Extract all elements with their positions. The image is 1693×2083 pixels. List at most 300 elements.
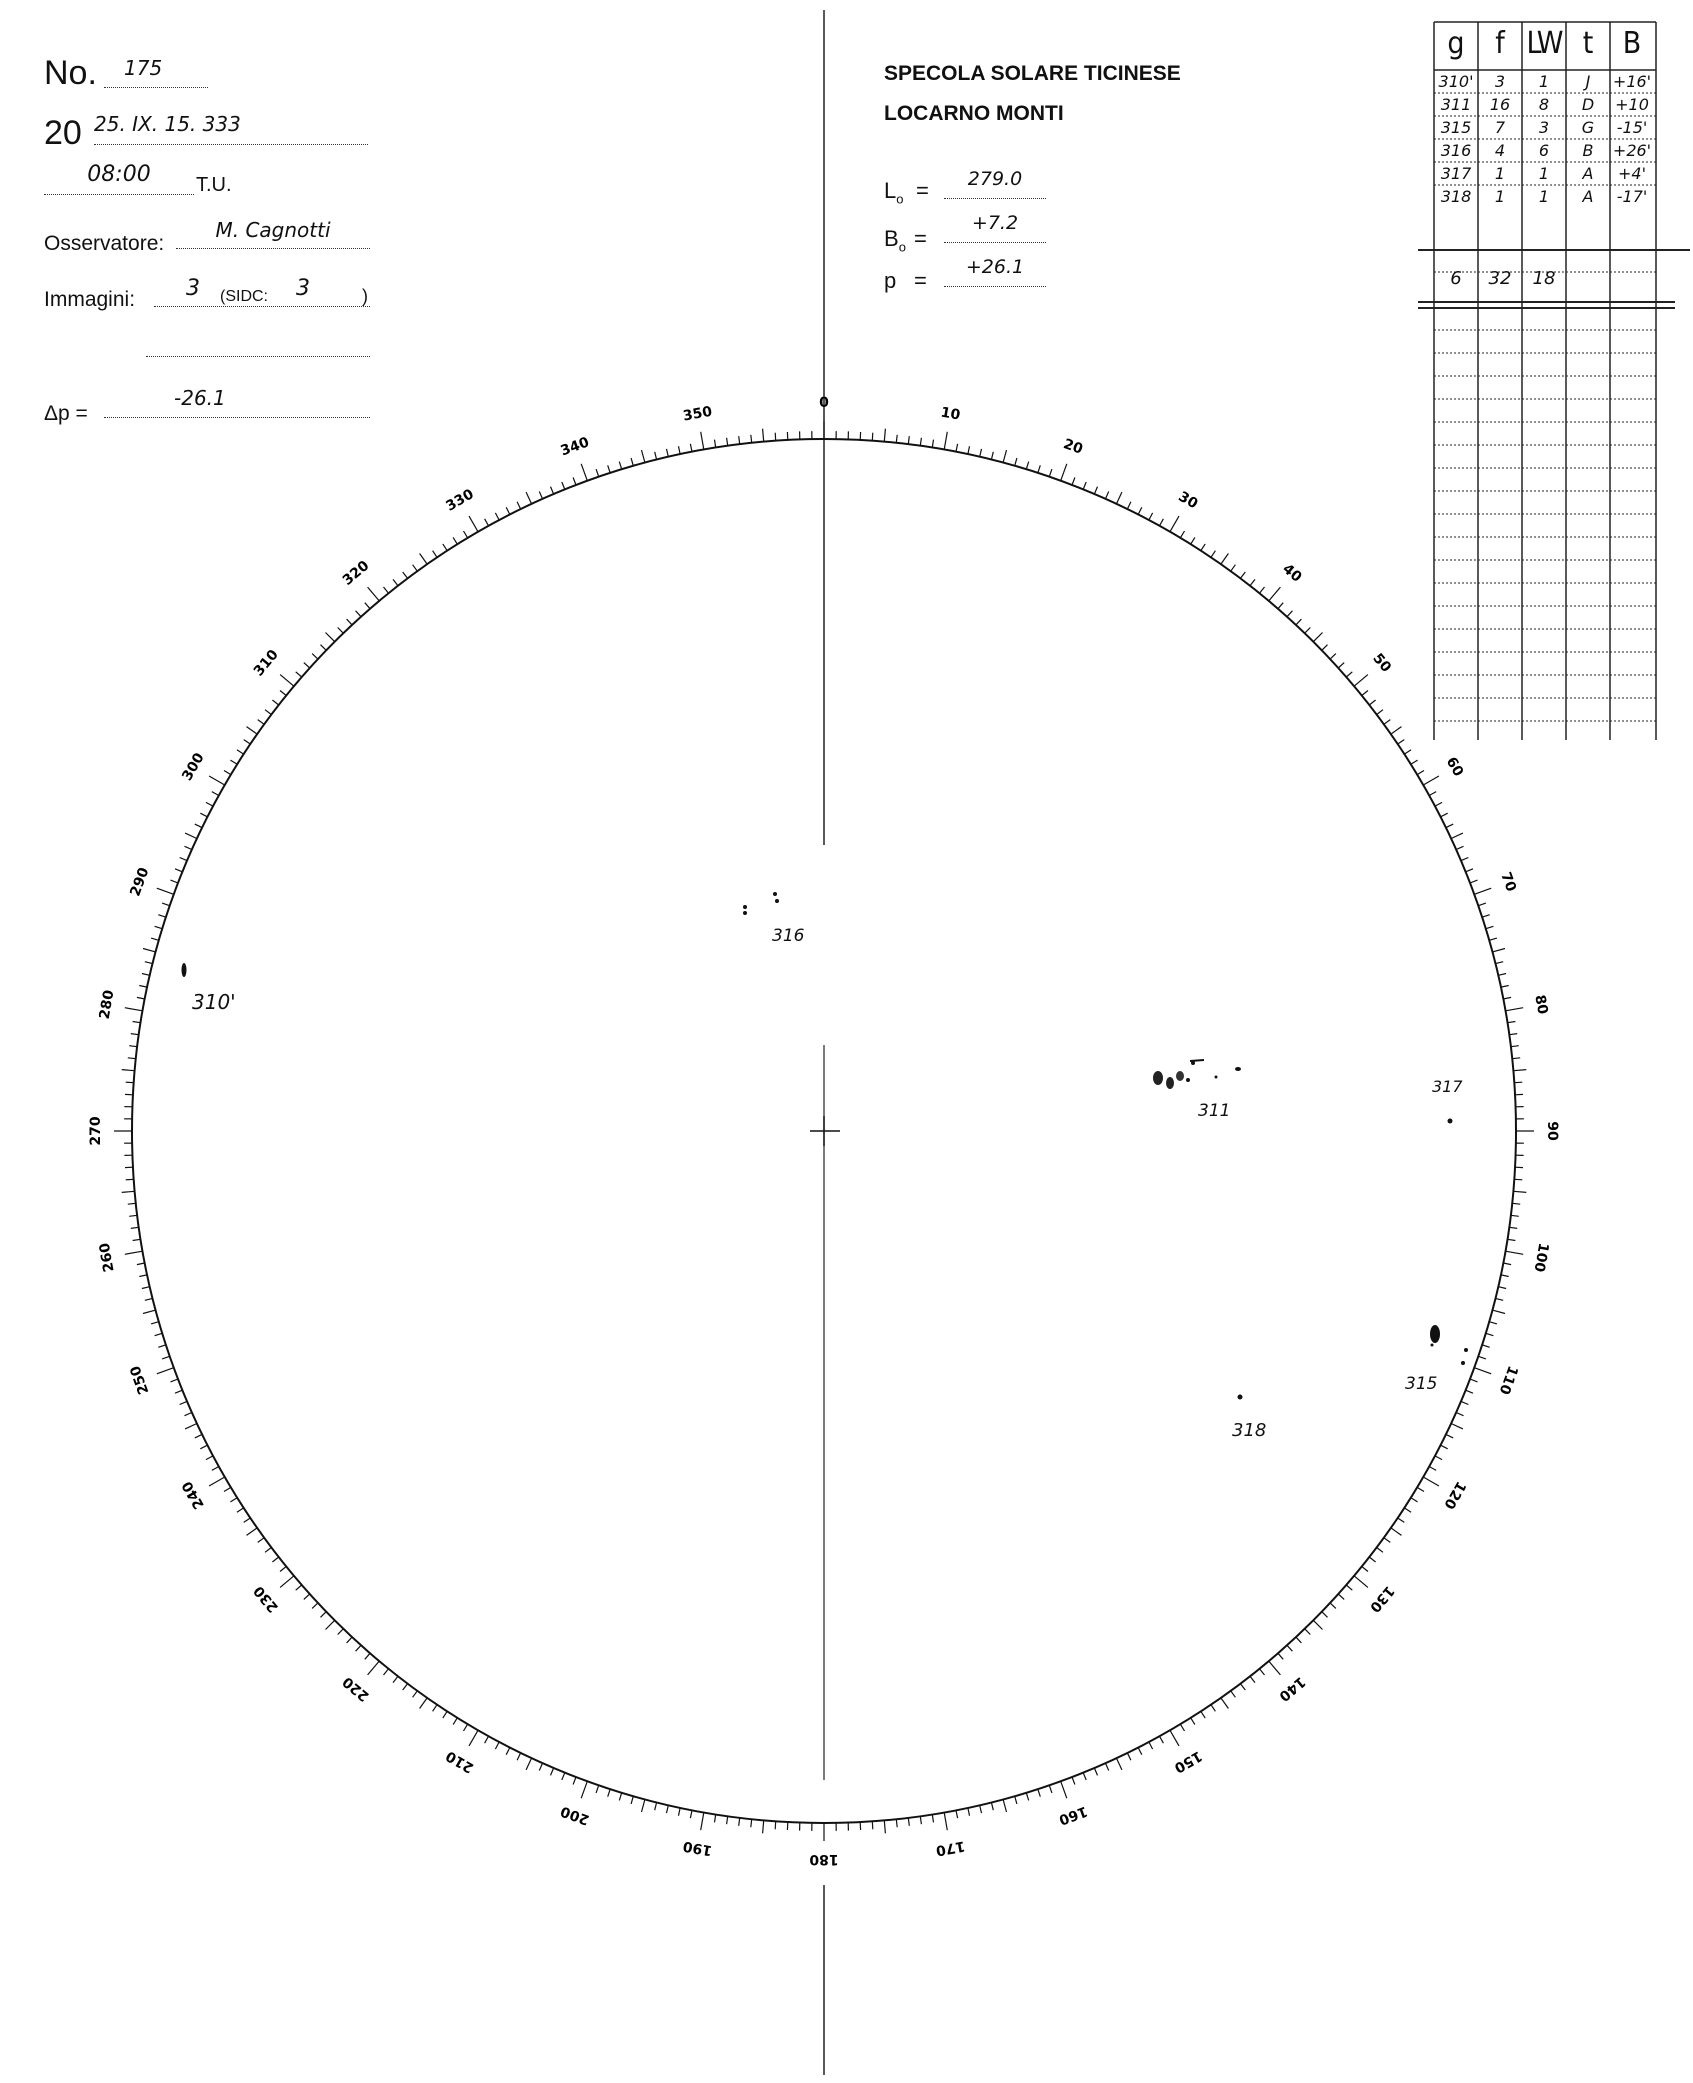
l0-value: 279.0 [944, 168, 1046, 199]
tick-mark [209, 776, 225, 785]
tick-label: 330 [443, 486, 477, 515]
tick-mark [200, 1445, 207, 1449]
tick-mark [1201, 1711, 1205, 1718]
tick-mark [137, 1263, 145, 1265]
table-cell: 16 [1489, 95, 1511, 114]
tick-mark [1441, 813, 1448, 817]
sidc-value: 3 [296, 276, 310, 301]
table-total-cell: 18 [1532, 268, 1556, 289]
tick-label: 70 [1497, 870, 1519, 894]
l0-label: $L_o$ [884, 178, 904, 207]
sunspot [1186, 1078, 1190, 1082]
tick-label: 170 [934, 1837, 967, 1859]
tu-label: T.U. [196, 174, 232, 196]
tick-mark [230, 1498, 237, 1502]
table-cell: 317 [1440, 164, 1472, 183]
tick-mark [1211, 1705, 1215, 1712]
tick-mark [265, 1548, 271, 1553]
tick-mark [581, 1781, 587, 1798]
table-cell: -15' [1616, 118, 1648, 137]
tick-mark [1429, 792, 1436, 796]
tick-mark [1346, 1585, 1352, 1590]
p-eq: = [914, 268, 927, 293]
sunspot [1176, 1071, 1184, 1081]
tick-mark [1514, 1179, 1522, 1180]
tick-label: 20 [1061, 436, 1085, 458]
tick-label: 310 [250, 646, 282, 680]
tick-mark [1509, 1227, 1517, 1228]
tick-mark [1038, 465, 1041, 473]
tick-label: 100 [1530, 1241, 1552, 1274]
tick-mark [1461, 858, 1468, 861]
tick-mark [1482, 915, 1490, 918]
tick-mark [206, 802, 213, 806]
tick-mark [1287, 611, 1292, 617]
tick-mark [1423, 1477, 1439, 1486]
tick-mark [642, 450, 645, 463]
tick-mark [347, 1637, 353, 1643]
tick-mark [526, 492, 531, 504]
table-header-g: g [1447, 26, 1465, 61]
tick-mark [1417, 771, 1424, 775]
tick-mark [122, 1070, 135, 1071]
tick-mark [920, 438, 921, 446]
tick-mark [701, 432, 704, 450]
tick-mark [1478, 903, 1486, 906]
tick-mark [1512, 1058, 1520, 1059]
tick-mark [1511, 1215, 1519, 1216]
tick-mark [195, 824, 202, 828]
tick-mark [247, 1528, 258, 1536]
tick-mark [464, 531, 468, 538]
tick-mark [763, 1820, 764, 1833]
tick-mark [581, 464, 587, 481]
tick-mark [272, 1557, 278, 1562]
b0-eq: = [914, 226, 927, 251]
table-cell: G [1581, 118, 1595, 137]
tick-mark [280, 691, 286, 696]
tick-mark [1221, 554, 1229, 565]
tick-mark [1377, 1548, 1383, 1553]
tick-label: 260 [96, 1241, 118, 1274]
tick-mark [403, 1684, 408, 1690]
tick-mark [1411, 760, 1418, 764]
tick-mark [365, 1653, 370, 1659]
tick-mark [1094, 1768, 1097, 1775]
tick-mark [1083, 1773, 1086, 1780]
tick-label: 140 [1275, 1673, 1309, 1705]
tick-mark [739, 1818, 740, 1826]
tick-mark [1322, 1612, 1328, 1618]
tick-mark [230, 760, 237, 764]
tick-mark [980, 449, 982, 457]
tick-mark [175, 1390, 182, 1393]
tick-label: 220 [339, 1673, 373, 1705]
tick-mark [1170, 516, 1179, 532]
tick-label: 240 [179, 1478, 208, 1512]
tick-mark [1404, 1508, 1411, 1512]
tick-mark [690, 1810, 692, 1818]
tick-mark [1411, 1498, 1418, 1502]
tick-mark [608, 1789, 611, 1797]
tick-mark [280, 675, 294, 687]
tick-mark [1149, 1742, 1153, 1749]
tick-mark [171, 1379, 179, 1382]
tick-mark [1435, 802, 1442, 806]
tick-mark [1038, 1789, 1041, 1797]
table-cell: +10 [1615, 95, 1649, 114]
delta-p-label: Δp = [44, 402, 88, 425]
tick-mark [393, 1676, 398, 1682]
tick-mark [539, 492, 542, 499]
tick-label: 80 [1531, 993, 1551, 1016]
tick-mark [368, 1661, 380, 1675]
tick-mark [1269, 587, 1281, 601]
tick-mark [495, 1742, 499, 1749]
tick-mark [562, 482, 565, 489]
tick-mark [932, 440, 933, 448]
tick-mark [1094, 487, 1097, 494]
tick-mark [1250, 579, 1255, 585]
tick-mark [1313, 1620, 1322, 1629]
tick-mark [551, 1768, 554, 1775]
tick-mark [1391, 1528, 1402, 1536]
tick-mark [1466, 869, 1473, 872]
tick-mark [413, 565, 418, 572]
table-header-lw: LW [1526, 26, 1562, 61]
tick-mark [413, 1691, 418, 1698]
tick-mark [128, 1203, 136, 1204]
table-cell: 1 [1538, 164, 1550, 183]
tick-mark [1278, 1653, 1283, 1659]
tick-mark [180, 858, 187, 861]
tick-mark [1492, 949, 1505, 952]
tick-label: 10 [939, 404, 962, 424]
tick-mark [1398, 740, 1405, 744]
tick-mark [312, 654, 318, 660]
number-label: No. [44, 54, 97, 92]
tick-mark [1513, 1191, 1526, 1192]
tick-mark [727, 438, 728, 446]
tick-mark [1241, 572, 1246, 578]
tick-mark [338, 1629, 344, 1635]
tick-mark [968, 446, 970, 454]
sunspot [1464, 1348, 1468, 1352]
tick-mark [1354, 675, 1368, 687]
table-cell: 4 [1494, 141, 1506, 160]
tick-mark [1260, 587, 1265, 593]
tick-mark [1461, 1401, 1468, 1404]
tick-mark [433, 551, 437, 558]
tick-mark [145, 1298, 153, 1300]
tick-mark [1514, 1082, 1522, 1083]
tick-mark [1138, 507, 1142, 514]
tick-mark [968, 1808, 970, 1816]
tick-mark [1083, 482, 1086, 489]
images-label: Immagini: [44, 288, 136, 311]
tick-mark [200, 813, 207, 817]
tick-mark [157, 888, 174, 894]
tick-mark [944, 1813, 947, 1831]
sunspot [743, 905, 747, 909]
sunspot [775, 899, 779, 903]
tick-mark [679, 1808, 681, 1816]
sunspot [1461, 1361, 1465, 1365]
tick-mark [1180, 531, 1184, 538]
sidc-label: (SIDC: [220, 288, 268, 305]
tick-label: 90 [1544, 1121, 1560, 1141]
tick-mark [258, 720, 265, 725]
tick-mark [1511, 1046, 1519, 1047]
tick-mark [1501, 1275, 1509, 1277]
tick-mark [1015, 1796, 1017, 1804]
table-header-b: B [1622, 26, 1642, 61]
tick-mark [224, 771, 231, 775]
tick-mark [1191, 537, 1195, 544]
tick-mark [1296, 619, 1302, 625]
tick-mark [495, 513, 499, 520]
tick-mark [247, 727, 258, 735]
l0-eq: = [916, 178, 929, 203]
tick-mark [1512, 1203, 1520, 1204]
tick-mark [1313, 633, 1322, 642]
tick-mark [631, 1796, 633, 1804]
tick-mark [896, 1819, 897, 1827]
tick-mark [206, 1456, 213, 1460]
tick-mark [185, 1413, 192, 1416]
tick-mark [1377, 710, 1383, 715]
tick-label: 230 [250, 1582, 282, 1616]
tick-mark [420, 554, 428, 565]
tick-mark [356, 1645, 361, 1651]
tick-mark [884, 429, 885, 442]
tick-label: 210 [443, 1747, 477, 1776]
tick-mark [1404, 750, 1411, 754]
tick-mark [304, 663, 310, 668]
tick-label: 190 [681, 1837, 714, 1859]
table-cell: 1 [1538, 187, 1550, 206]
tick-mark [443, 1711, 447, 1718]
table-cell: 315 [1440, 118, 1472, 137]
tick-mark [145, 962, 153, 964]
sidc-close: ) [362, 286, 368, 306]
tick-mark [506, 507, 510, 514]
tick-mark [1503, 997, 1511, 999]
tick-mark [126, 1179, 134, 1180]
tick-mark [944, 432, 947, 450]
tick-mark [209, 1477, 225, 1486]
table-cell: D [1581, 95, 1595, 114]
tick-mark [751, 435, 752, 443]
table-cell: 6 [1538, 141, 1550, 160]
tick-mark [727, 1816, 728, 1824]
tick-mark [1330, 1603, 1336, 1609]
tick-mark [1322, 645, 1328, 651]
tick-label: 270 [88, 1116, 104, 1146]
sunspot [182, 963, 187, 977]
tick-mark [131, 1034, 139, 1035]
tick-mark [1446, 824, 1453, 828]
observatory-location: LOCARNO MONTI [884, 102, 1064, 125]
tick-mark [1498, 974, 1506, 976]
tick-label: 350 [681, 403, 714, 425]
tick-mark [1362, 691, 1368, 696]
sunspot [1431, 1344, 1434, 1347]
tick-mark [1287, 1645, 1292, 1651]
tick-mark [158, 1345, 166, 1348]
tick-mark [872, 433, 873, 441]
table-cell: A [1582, 164, 1594, 183]
tick-mark [155, 926, 163, 928]
b0-label: $B_o$ [884, 226, 906, 255]
tick-mark [151, 1322, 159, 1324]
tick-mark [326, 633, 335, 642]
tick-mark [517, 1753, 521, 1760]
tick-mark [596, 469, 599, 477]
delta-p-value: -26.1 [104, 386, 370, 418]
tick-mark [1338, 1594, 1344, 1599]
sunspot [1448, 1119, 1453, 1124]
tick-mark [185, 846, 192, 849]
tick-mark [162, 903, 170, 906]
tick-mark [143, 1310, 156, 1313]
tick-mark [258, 1538, 265, 1543]
tick-mark [1180, 1724, 1184, 1731]
tick-mark [326, 1620, 335, 1629]
group-label-316: 316 [772, 926, 805, 946]
tick-label: 290 [127, 865, 153, 899]
tick-mark [1495, 1298, 1503, 1300]
tick-label: 300 [179, 750, 208, 784]
tick-mark [368, 587, 380, 601]
tick-mark [517, 502, 521, 509]
tick-mark [908, 436, 909, 444]
tick-mark [1446, 1434, 1453, 1438]
group-label-318: 318 [1232, 1420, 1267, 1441]
tick-mark [1250, 1676, 1255, 1682]
tick-mark [1346, 672, 1352, 677]
tick-label: 250 [127, 1363, 153, 1397]
date-value: 25. IX. 15. 333 [94, 112, 368, 145]
tick-label: 280 [96, 988, 118, 1021]
tick-label: 160 [1056, 1802, 1090, 1828]
tick-mark [128, 1058, 136, 1059]
tick-mark [212, 792, 219, 796]
tick-label: 40 [1279, 560, 1305, 586]
tick-mark [1482, 1345, 1490, 1348]
table-cell: 1 [1538, 72, 1550, 91]
tick-mark [1362, 1567, 1368, 1572]
tick-mark [991, 1802, 993, 1810]
tick-mark [884, 1820, 885, 1833]
tick-mark [1423, 776, 1439, 785]
images-value: 3 [186, 276, 200, 301]
observer-label: Osservatore: [44, 232, 165, 255]
tick-mark [464, 1724, 468, 1731]
tick-mark [1026, 1793, 1028, 1801]
tick-mark [1470, 880, 1478, 883]
tick-mark [1127, 502, 1131, 509]
tick-mark [1072, 1777, 1075, 1785]
year-prefix: 20 [44, 114, 82, 152]
tick-mark [1513, 1070, 1526, 1071]
tick-mark [920, 1816, 921, 1824]
tick-mark [763, 429, 764, 442]
table-cell: 318 [1440, 187, 1472, 206]
tick-mark [896, 435, 897, 443]
tick-mark [1138, 1748, 1142, 1755]
tick-mark [1117, 1758, 1122, 1770]
tick-mark [1391, 727, 1402, 735]
sunspot [1190, 1060, 1204, 1061]
tick-mark [631, 458, 633, 466]
tick-mark [608, 465, 611, 473]
tick-mark [171, 880, 179, 883]
tick-mark [1456, 1413, 1463, 1416]
tick-mark [1201, 544, 1205, 551]
observer-value: M. Cagnotti [176, 218, 370, 249]
tick-mark [1508, 1022, 1516, 1023]
tick-mark [1498, 1287, 1506, 1289]
tick-mark [1269, 1661, 1281, 1675]
tick-label: 0 [819, 395, 829, 411]
tick-mark [1492, 1310, 1505, 1313]
tick-mark [1049, 469, 1052, 477]
tick-mark [122, 1191, 135, 1192]
group-label-311: 311 [1198, 1101, 1231, 1121]
tick-mark [1330, 654, 1336, 660]
tick-mark [1241, 1684, 1246, 1690]
tick-mark [162, 1356, 170, 1359]
tick-mark [1495, 962, 1503, 964]
tick-mark [126, 1082, 134, 1083]
tick-mark [1127, 1753, 1131, 1760]
tick-mark [125, 1251, 143, 1254]
tick-mark [393, 579, 398, 585]
tick-mark [1231, 1691, 1236, 1698]
tick-mark [1506, 1251, 1524, 1254]
tick-mark [469, 1730, 478, 1746]
tick-mark [237, 750, 244, 754]
tick-mark [1486, 926, 1494, 928]
tick-mark [1026, 462, 1028, 470]
table-cell: 3 [1538, 118, 1550, 137]
tick-mark [237, 1508, 244, 1512]
tick-mark [932, 1815, 933, 1823]
table-cell: 3 [1494, 72, 1506, 91]
tick-mark [485, 519, 489, 526]
tick-mark [642, 1799, 645, 1812]
tick-mark [1384, 720, 1391, 725]
sunspot [1166, 1077, 1174, 1089]
tick-mark [143, 949, 156, 952]
tick-label: 50 [1369, 650, 1395, 676]
tick-mark [137, 997, 145, 999]
table-total-cell: 32 [1488, 268, 1512, 289]
tick-mark [1305, 628, 1311, 634]
tick-mark [655, 1802, 657, 1810]
tick-mark [1489, 938, 1497, 940]
tick-mark [280, 1567, 286, 1572]
number-value: 175 [104, 56, 208, 88]
tick-mark [562, 1773, 565, 1780]
tick-mark [433, 1705, 437, 1712]
tick-mark [321, 1612, 327, 1618]
sunspot [743, 911, 747, 915]
tick-mark [526, 1758, 531, 1770]
table-cell: +26' [1612, 141, 1652, 160]
tick-mark [129, 1215, 137, 1216]
